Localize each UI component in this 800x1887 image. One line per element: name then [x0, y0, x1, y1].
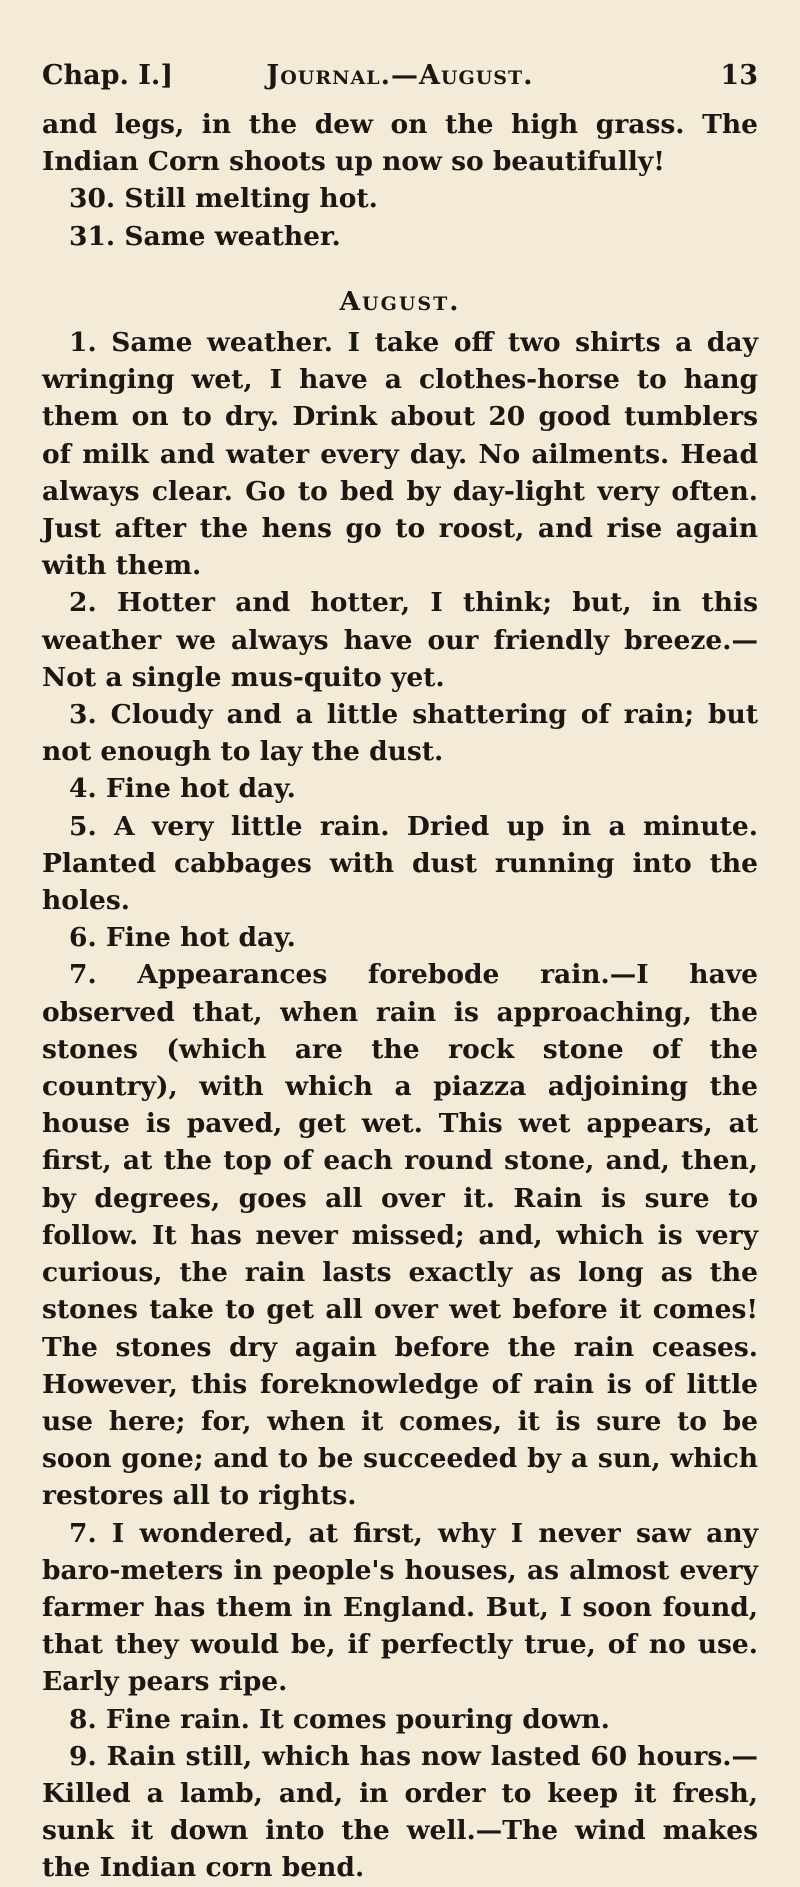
journal-entry-aug-1: 1. Same weather. I take off two shirts a day wringing wet, I have a clothes-horse to hang them on to dry. Drink about 20 good tumblers of milk and water every day. No ailments. Head always clear. Go to bed by day-light very often. Just after the hens go to roost, and rise again with them. [42, 327, 758, 582]
chapter-reference: Chap. I.] [42, 60, 174, 91]
journal-entry-aug-5: 5. A very little rain. Dried up in a minute. Planted cabbages with dust running into the holes. [42, 810, 758, 917]
journal-entry-july-31: 31. Same weather. [69, 220, 341, 252]
journal-entry-july-30: 30. Still melting hot. [69, 183, 378, 215]
running-title: Journal.—August. [266, 60, 534, 91]
continued-paragraph: and legs, in the dew on the high grass. The Indian Corn shoots up now so beautifully! [42, 109, 758, 178]
journal-entry-aug-4: 4. Fine hot day. [69, 773, 296, 805]
journal-text [42, 106, 758, 1887]
journal-entry-aug-3: 3. Cloudy and a little shattering of rain; but not enough to lay the dust. [42, 699, 758, 768]
running-header [42, 60, 758, 100]
page-number: 13 [720, 60, 758, 91]
journal-entry-aug-8: 8. Fine rain. It comes pouring down. [69, 1703, 610, 1735]
month-heading: August. [339, 285, 461, 317]
journal-entry-aug-6: 6. Fine hot day. [69, 922, 296, 954]
journal-entry-aug-7a: 7. Appearances forebode rain.—I have observed that, when rain is approaching, the stones (which are the rock stone of the country), with which a piazza adjoining the house is paved, get wet. This wet appears, at first, at the top of each round stone, and, then, by degrees, goes all over it. Rain is sure to follow. It has never missed; and, which is very curious, the rain lasts exactly as long as the stones take to get all over wet before it comes! The stones dry again before the rain ceases. However, this foreknowledge of rain is of little use here; for, when it comes, it is sure to be soon gone; and to be succeeded by a sun, which restores all to rights. [42, 959, 758, 1512]
journal-entry-aug-7b: 7. I wondered, at first, why I never saw any baro-meters in people's houses, as almost every farmer has them in England. But, I soon found, that they would be, if perfectly true, of no use. Early pears ripe. [42, 1517, 758, 1698]
journal-entry-aug-2: 2. Hotter and hotter, I think; but, in this weather we always have our friendly breeze.—Not a single mus-quito yet. [42, 587, 758, 693]
journal-entry-aug-9: 9. Rain still, which has now lasted 60 hours.—Killed a lamb, and, in order to keep it fresh, sunk it down into the well.—The wind makes the Indian corn bend. [42, 1740, 758, 1884]
